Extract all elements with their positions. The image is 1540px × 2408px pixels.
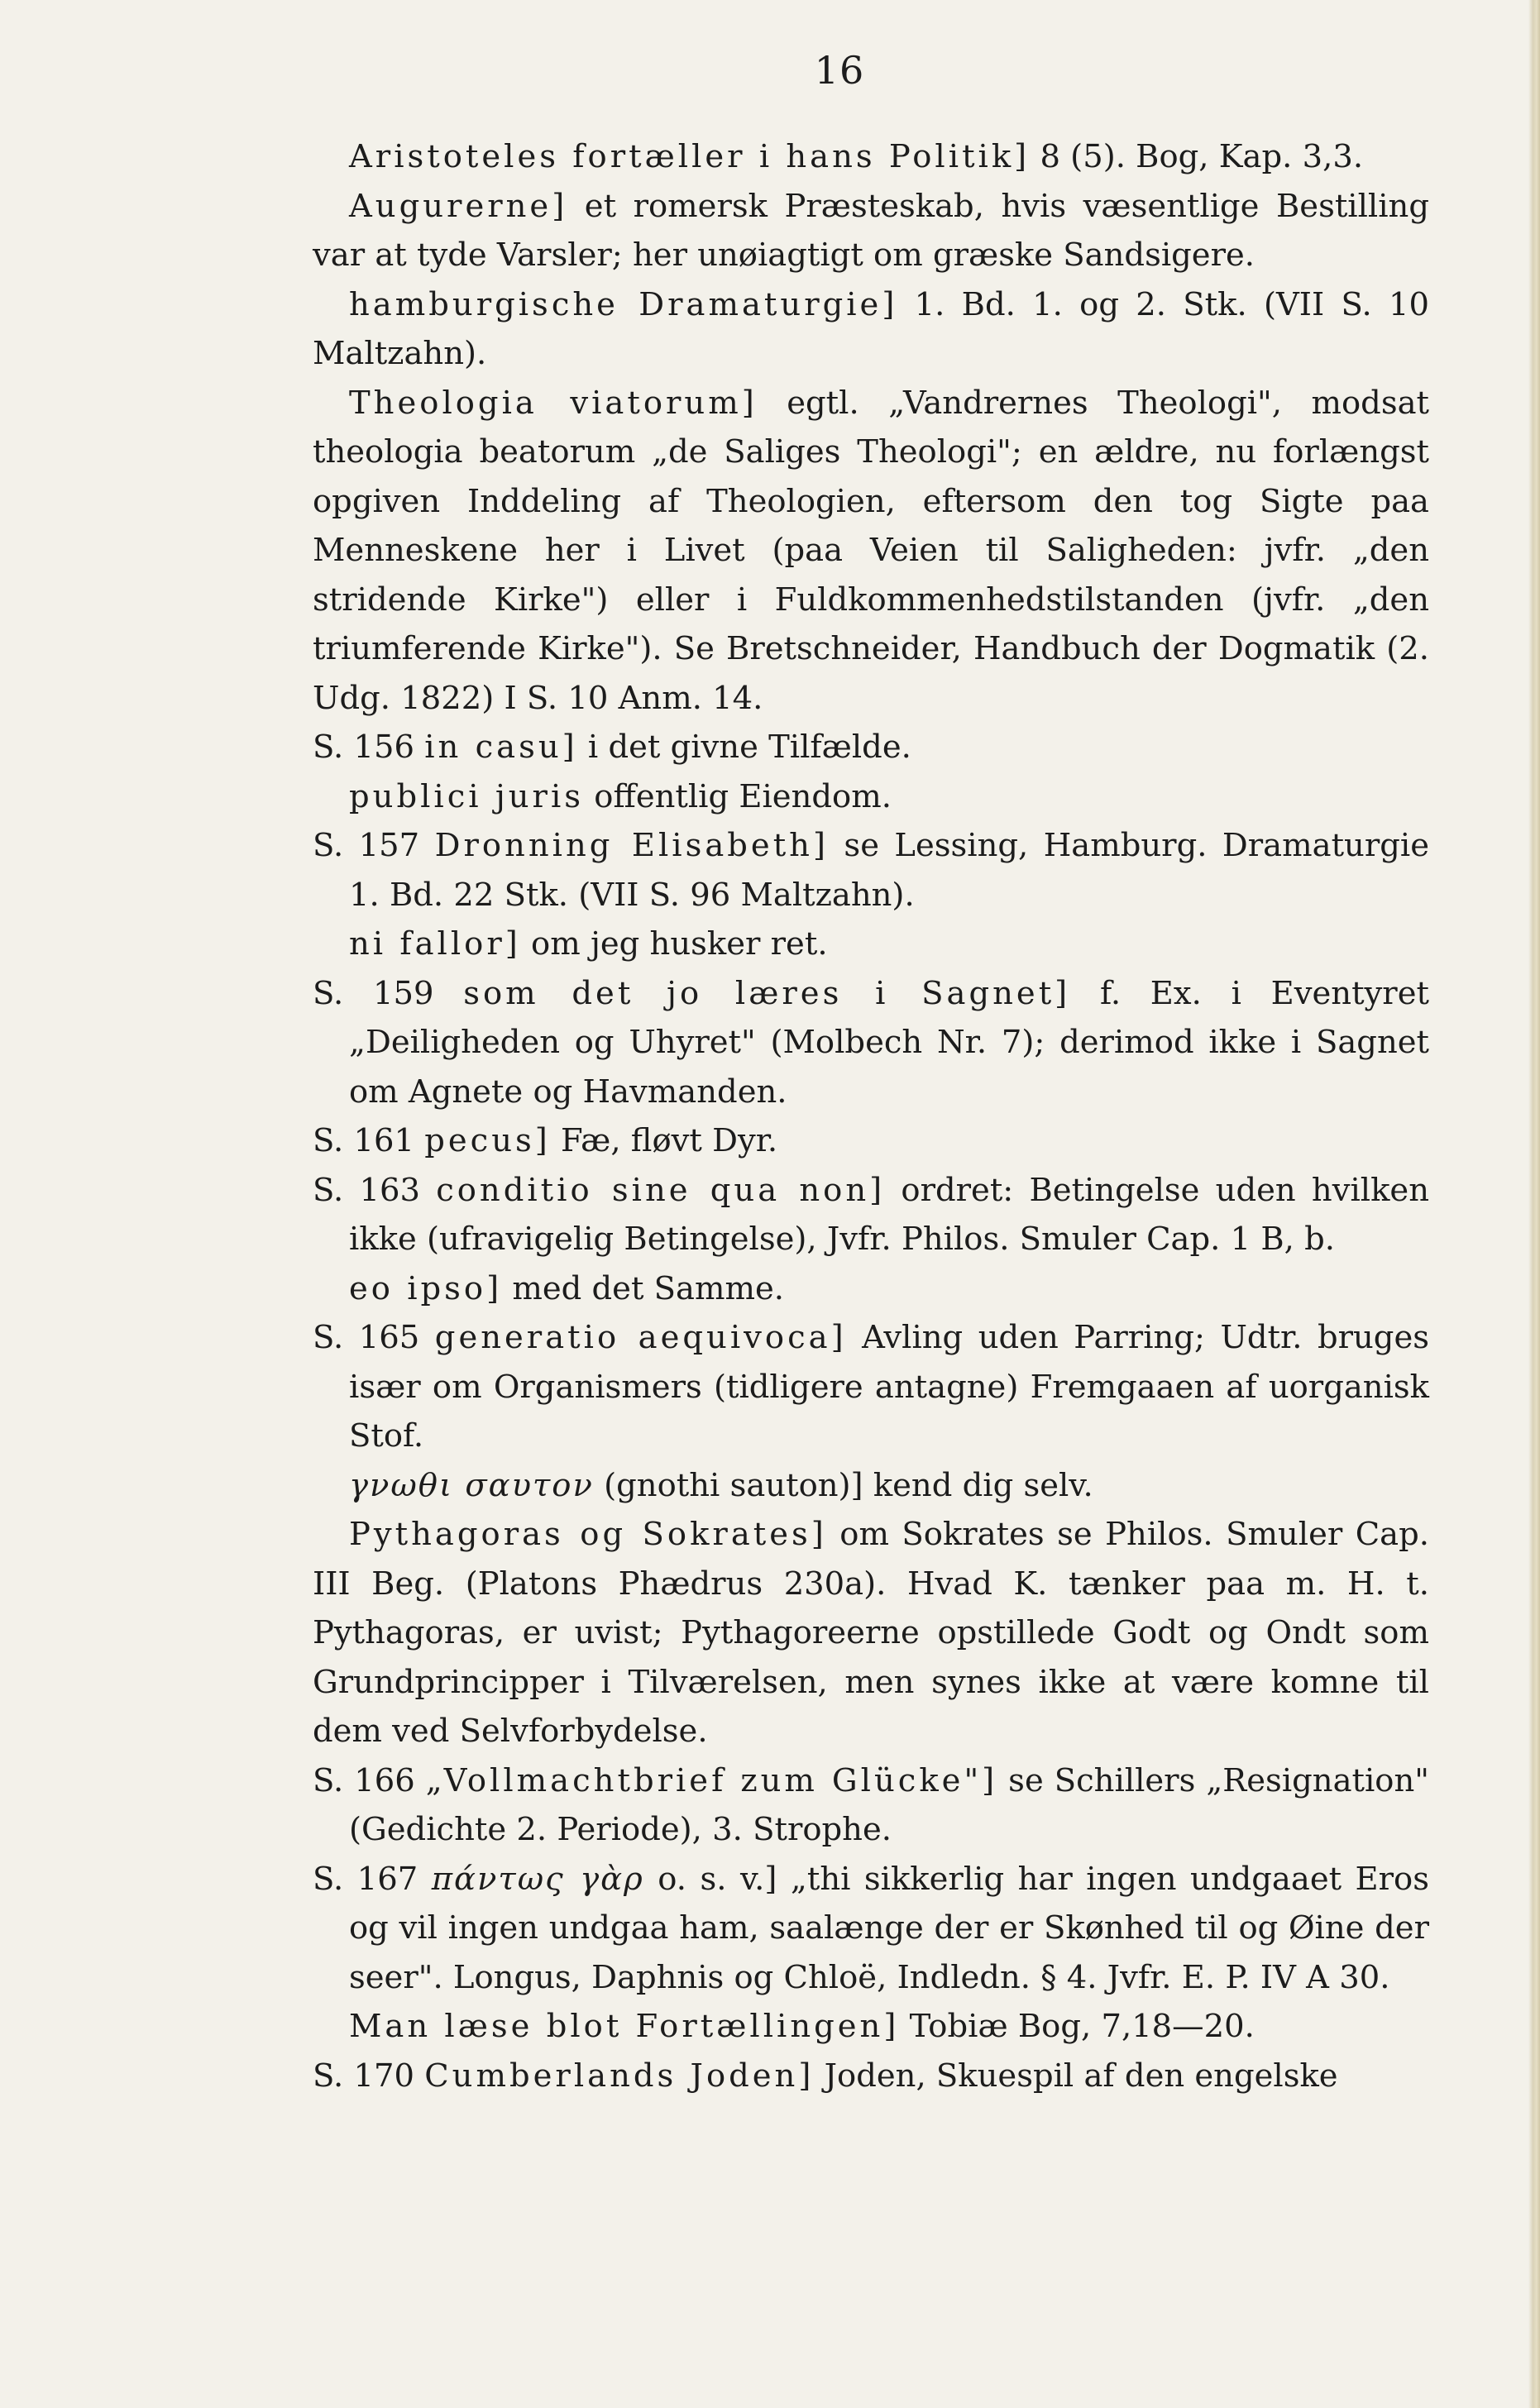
note-entry: [313, 182, 1429, 280]
page-reference: S. 167: [313, 1860, 418, 1898]
note-text: f. Ex. i Eventyret „Deiligheden og Uhyret" (Molbech Nr. 7); derimod ikke i Sagnet om Agnete og Havmanden.: [349, 974, 1429, 1111]
lemma: Pythagoras og Sokrates]: [349, 1516, 827, 1553]
note-text: se Schillers „Resignation" (Gedichte 2. Periode), 3. Strophe.: [349, 1761, 1429, 1848]
lemma: eo ipso]: [349, 1269, 503, 1307]
page-reference: S. 159: [313, 974, 434, 1012]
note-entry: [313, 723, 1429, 772]
lemma: Theologia viatorum]: [349, 384, 758, 422]
page-reference: S. 170: [313, 2057, 414, 2095]
lemma: generatio aequivoca]: [434, 1319, 847, 1356]
note-entry: [313, 2052, 1429, 2101]
note-entry: [313, 1313, 1429, 1461]
greek-lemma: γνωθι σαυτον: [349, 1466, 594, 1504]
note-entry: [313, 1855, 1429, 2003]
lemma: pecus]: [424, 1122, 551, 1159]
note-entry: [313, 969, 1429, 1117]
note-text: (gnothi sauton)] kend dig selv.: [593, 1466, 1093, 1504]
note-entry: [313, 920, 1429, 969]
note-text: 1. Bd. 1. og 2. Stk. (VII S. 10 Maltzahn).: [313, 285, 1429, 372]
note-text: ordret: Betingelse uden hvilken ikke (ufravigelig Betingelse), Jvfr. Philos. Smuler Cap. 1 B, b.: [349, 1171, 1429, 1258]
note-text: med det Samme.: [502, 1269, 785, 1307]
lemma: Cumberlands Joden]: [424, 2057, 815, 2095]
note-entry: [313, 1756, 1429, 1855]
note-text: egtl. „Vandrernes Theologi", modsat theologia beatorum „de Saliges Theologi"; en ældre, nu forlængst opgiven Inddeling af Theologien, eftersom den tog Sigte paa Menneskene her i Livet (paa Veien til Saligheden: jvfr. „den stridende Kirke") eller i Fuldkommenhedstilstanden (jvfr. „den triumferende Kirke"). Se Bretschneider, Handbuch der Dogmatik (2. Udg. 1822) I S. 10 Anm. 14.: [313, 384, 1429, 717]
note-text: Joden, Skuespil af den engelske: [814, 2057, 1338, 2095]
notes-column: [313, 132, 1429, 2100]
lemma: Aristoteles fortæller i hans Politik]: [349, 138, 1031, 175]
note-entry: [313, 1264, 1429, 1314]
lemma: som det jo læres i Sagnet]: [463, 974, 1071, 1012]
note-text: om jeg husker ret.: [520, 925, 828, 963]
lemma: „Vollmachtbrief zum Glücke"]: [425, 1761, 998, 1799]
note-entry: [313, 280, 1429, 379]
note-text: om Sokrates se Philos. Smuler Cap. III Beg. (Platons Phædrus 230a). Hvad K. tænker paa m. H. t. Pythagoras, er uvist; Pythagoreerne opstillede Godt og Ondt som Grundprincipper i Tilværelsen, men synes ikke at være komne til dem ved Selvforbydelse.: [313, 1516, 1430, 1750]
page-reference: S. 166: [313, 1761, 415, 1799]
note-text: i det givne Tilfælde.: [577, 729, 911, 766]
lemma: ni fallor]: [349, 925, 521, 963]
note-entry: [313, 1461, 1429, 1511]
page-reference: S. 157: [313, 827, 420, 864]
lemma: Dronning Elisabeth]: [434, 827, 829, 864]
lemma: in casu]: [424, 729, 578, 766]
note-entry: [313, 1116, 1429, 1166]
note-text: offentlig Eiendom.: [584, 777, 892, 815]
lemma: publici juris: [349, 777, 585, 815]
note-text: et romersk Præsteskab, hvis væsentlige Bestilling var at tyde Varsler; her unøiagtigt om græske Sandsigere.: [313, 187, 1429, 274]
note-entry: [313, 379, 1429, 724]
lemma: hamburgische Dramaturgie]: [349, 285, 898, 323]
greek-lemma: πάντως γὰρ: [431, 1860, 644, 1898]
page-reference: S. 161: [313, 1122, 414, 1159]
note-text: o. s. v.] „thi sikkerlig har ingen undgaaet Eros og vil ingen undgaa ham, saalænge der er Skønhed til og Øine der seer". Longus, Daphnis og Chloë, Indledn. § 4. Jvfr. E. P. IV A 30.: [349, 1860, 1429, 1996]
note-entry: [313, 1166, 1429, 1264]
lemma: conditio sine qua non]: [436, 1171, 886, 1209]
page-reference: S. 163: [313, 1171, 420, 1209]
page-reference: S. 165: [313, 1319, 420, 1356]
note-entry: [313, 772, 1429, 822]
lemma: Man læse blot Fortællingen]: [349, 2008, 900, 2045]
note-text: 8 (5). Bog, Kap. 3,3.: [1030, 138, 1364, 175]
page-edge: [1528, 0, 1540, 2408]
note-text: Tobiæ Bog, 7,18—20.: [899, 2008, 1255, 2045]
note-entry: [313, 2002, 1429, 2052]
lemma: Augurerne]: [349, 187, 568, 225]
note-text: se Lessing, Hamburg. Dramaturgie 1. Bd. 22 Stk. (VII S. 96 Maltzahn).: [349, 827, 1429, 914]
note-entry: [313, 821, 1429, 920]
page-number: 16: [814, 48, 865, 93]
page-reference: S. 156: [313, 729, 414, 766]
note-entry: [313, 132, 1429, 182]
note-text: Avling uden Parring; Udtr. bruges især om Organismers (tidligere antagne) Fremgaaen af uorganisk Stof.: [349, 1319, 1429, 1455]
note-text: Fæ, fløvt Dyr.: [550, 1122, 778, 1159]
note-entry: [313, 1510, 1429, 1756]
